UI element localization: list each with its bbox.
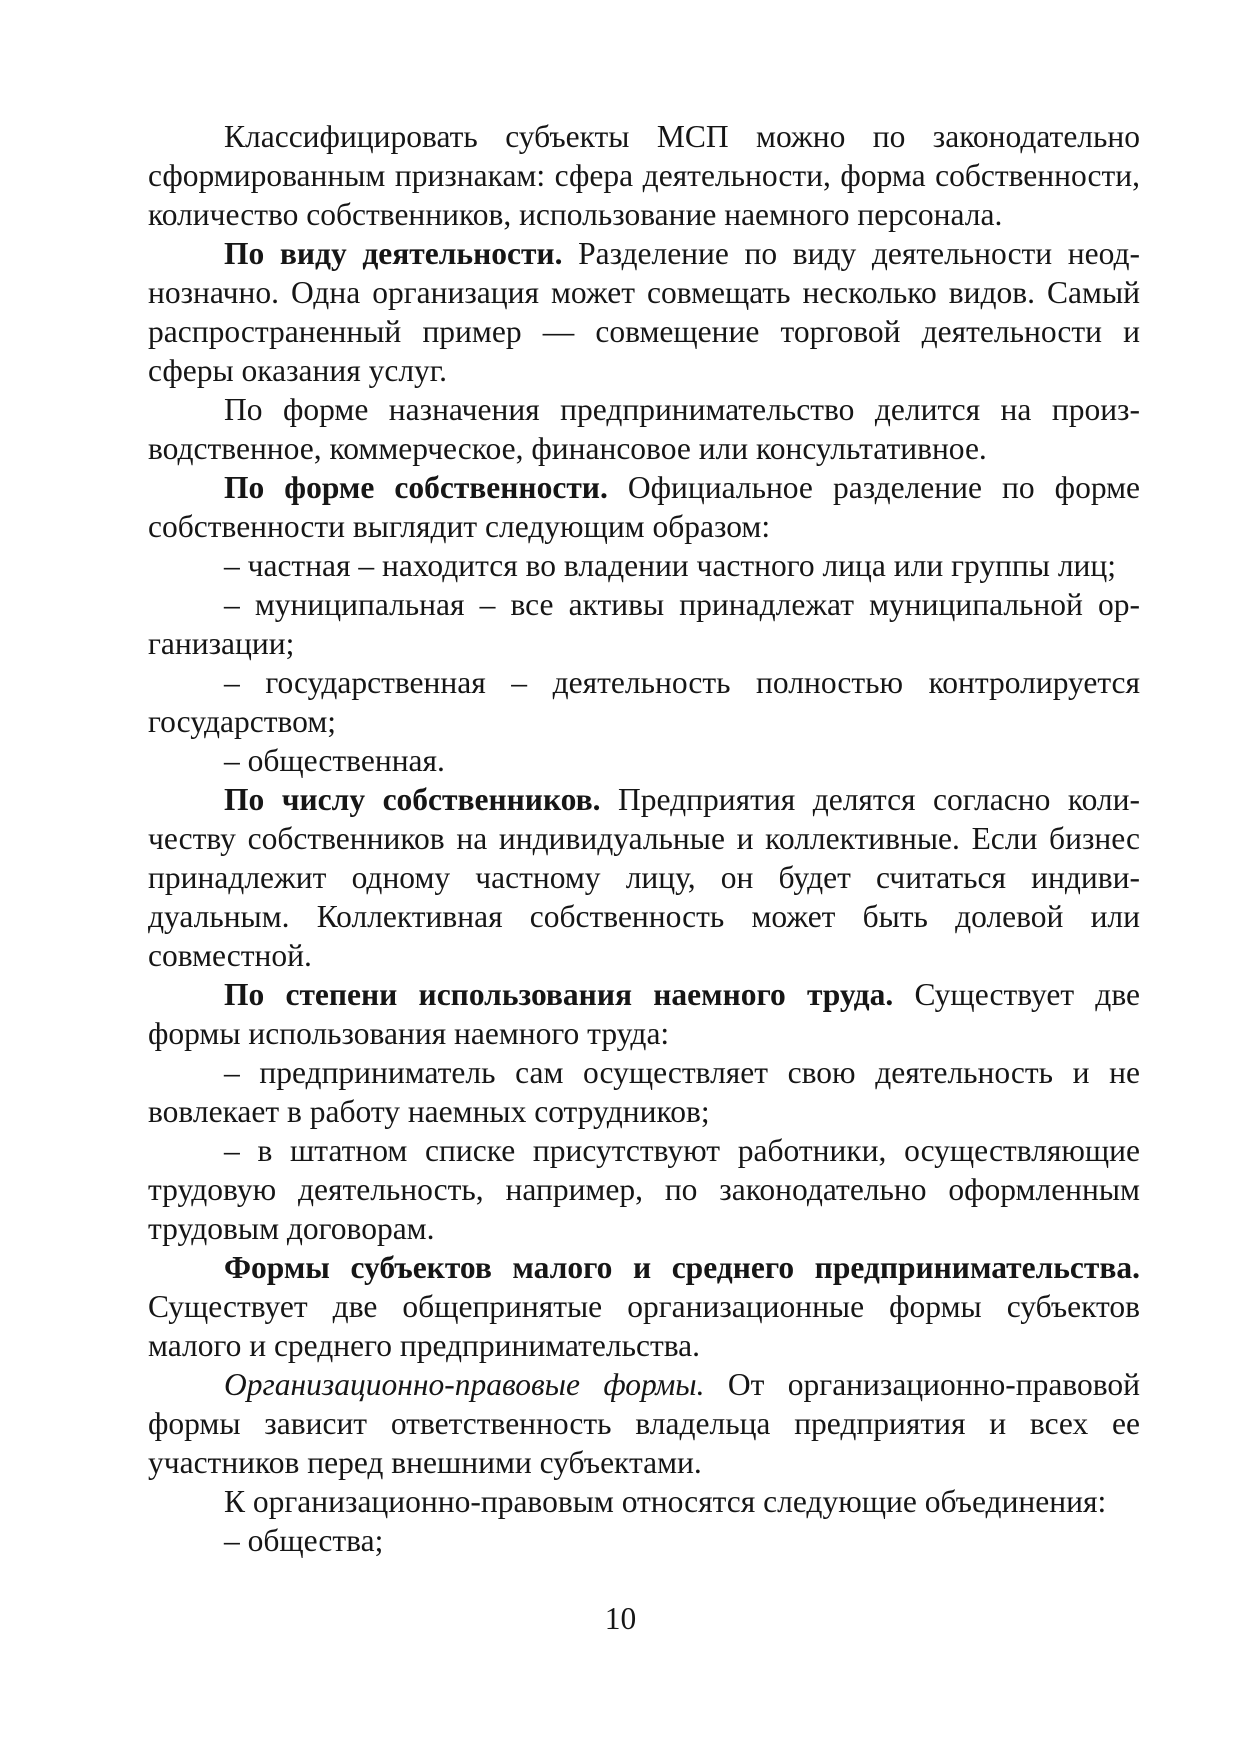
text-by-ownership: Официальное разделение по форме собственности выглядит следующим образом: [148,470,1141,544]
list-item-private: – частная – находится во владении частного лица или группы лиц; [224,548,1117,583]
paragraph-by-hired-labor [148,975,1140,1053]
paragraph-classification-intro: Классифицировать субъекты МСП можно по законодательно сформированным признакам: сфера деятельности, форма собственности, количество собственников, использование наемного персонала. [148,119,1140,232]
text-by-activity: Разделение по виду деятельности неоднозначно. Одна организация может совмещать несколько видов. Самый распространенный пример — совмещение торговой деятельности и сферы оказания услуг. [148,236,1140,388]
paragraph-by-purpose: По форме назначения предпринимательство делится на производственное, коммерческое, финансовое или консультативное. [148,392,1140,466]
heading-by-ownership: По форме собственности. [224,470,608,505]
paragraph-by-activity [148,234,1140,390]
paragraph-legal-associations: К организационно-правовым относятся следующие объединения: [224,1484,1107,1519]
heading-by-owner-count: По числу собственников. [224,782,601,817]
text-by-hired-labor: Существует две формы использования наемного труда: [148,977,1140,1051]
page-number: 10 [604,1601,637,1636]
paragraph-by-owner-count [148,780,1140,975]
text-sme-forms: Существует две общепринятые организационные формы субъектов малого и среднего предпринимательства. [148,1289,1140,1363]
list-item-self-employed: – предприниматель сам осуществляет свою деятельность и не вовлекает в работу наемных сотрудников; [148,1055,1140,1129]
text-legal-forms: От организационно-правовой формы зависит ответственность владельца предприятия и всех ее участников перед внешними субъектами. [148,1367,1140,1480]
paragraph-sme-forms [148,1248,1140,1365]
paragraph-legal-forms [148,1365,1140,1482]
paragraph-by-ownership [148,468,1140,546]
heading-by-activity: По виду деятельности. [224,236,563,271]
text-by-owner-count: Предприятия делятся согласно количеству собственников на индивидуальные и коллективные. Если бизнес принадлежит одному частному лицу, он будет считаться индивидуальным. Коллективная собственность может быть долевой или совместной. [148,782,1140,973]
heading-by-hired-labor: По степени использования наемного труда. [224,977,894,1012]
list-item-municipal: – муниципальная – все активы принадлежат муниципальной организации; [148,587,1140,661]
list-item-state: – государственная – деятельность полностью контролируется государством; [148,665,1140,739]
heading-sme-forms: Формы субъектов малого и среднего предпринимательства. [224,1250,1140,1285]
list-item-public: – общественная. [224,743,445,778]
heading-legal-forms: Организационно-правовые формы. [224,1367,705,1402]
document-page [148,117,1140,1560]
list-item-societies: – общества; [224,1523,384,1558]
list-item-staff: – в штатном списке присутствуют работники, осуществляющие трудовую деятельность, например, по законодательно оформленным трудовым договорам. [148,1133,1140,1246]
